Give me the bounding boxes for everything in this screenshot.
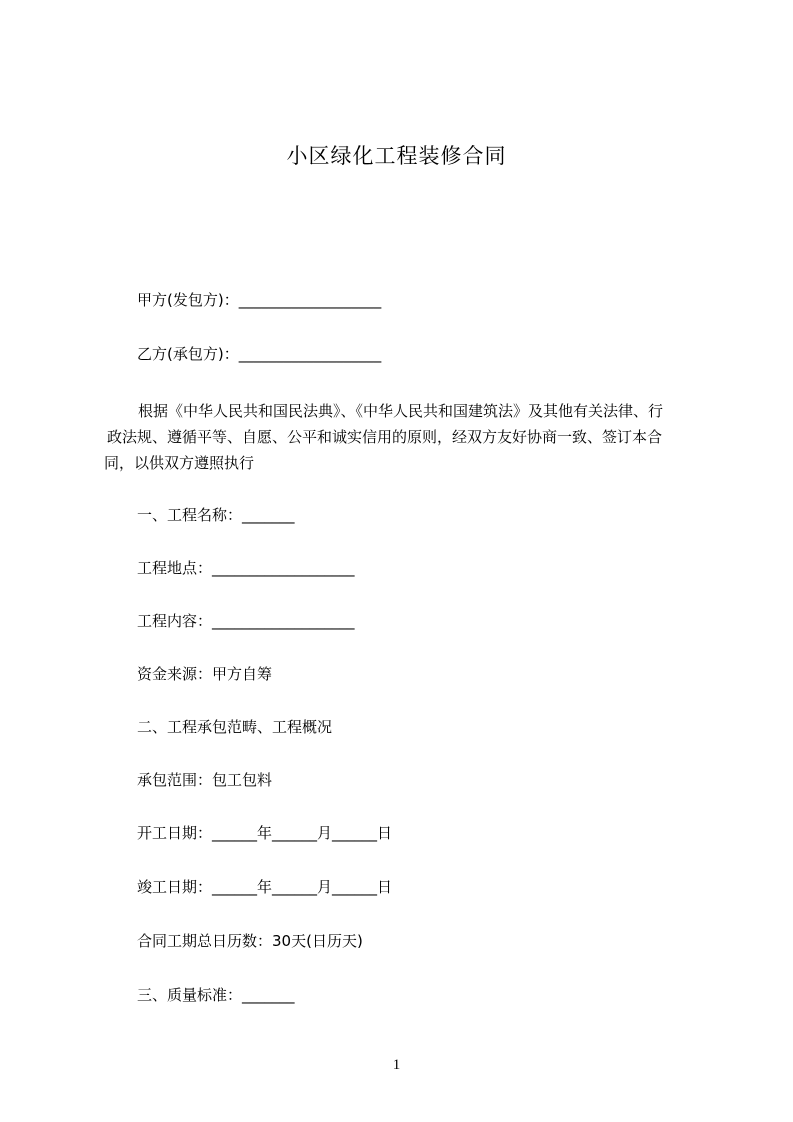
intro-paragraph bbox=[104, 398, 704, 476]
start-date-line: 开工日期：______年______月______日 bbox=[137, 824, 393, 842]
party-b-line: 乙方(承包方)：___________________ bbox=[137, 345, 382, 363]
duration-line: 合同工期总日历数：30天(日历天) bbox=[137, 932, 363, 950]
page-number: 1 bbox=[392, 1057, 401, 1073]
completion-date-line: 竣工日期：______年______月______日 bbox=[137, 878, 393, 896]
section-1-heading: 一、工程名称：_______ bbox=[137, 506, 295, 524]
project-content-line: 工程内容：___________________ bbox=[137, 612, 355, 630]
funding-source-line: 资金来源：甲方自筹 bbox=[137, 665, 273, 683]
project-location-line: 工程地点：___________________ bbox=[137, 559, 355, 577]
contract-scope-line: 承包范围：包工包料 bbox=[137, 771, 273, 789]
intro-line-1: 根据《中华人民共和国民法典》、《中华人民共和国建筑法》及其他有关法律、行 bbox=[138, 402, 664, 420]
party-a-line: 甲方(发包方)：___________________ bbox=[137, 291, 382, 309]
document-title: 小区绿化工程装修合同 bbox=[286, 144, 507, 168]
section-2-heading: 二、工程承包范畴、工程概况 bbox=[137, 718, 333, 736]
section-3-heading: 三、质量标准：_______ bbox=[137, 986, 295, 1004]
intro-line-3: 同，以供双方遵照执行 bbox=[104, 454, 255, 472]
intro-line-2: 政法规、遵循平等、自愿、公平和诚实信用的原则，经双方友好协商一致、签订本合 bbox=[107, 428, 663, 446]
